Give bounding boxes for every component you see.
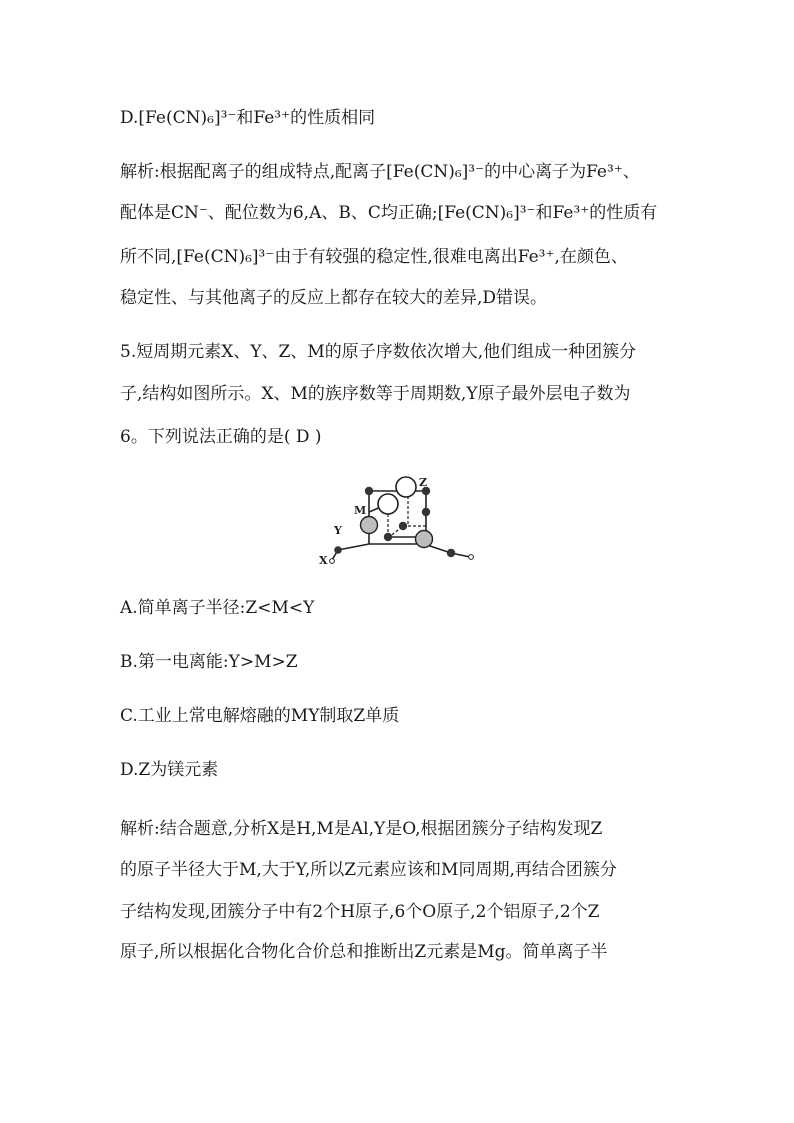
explanation-5-line-1: 解析:结合题意,分析X是H,M是Al,Y是O,根据团簇分子结构发现Z xyxy=(120,819,603,839)
option-d: D.Z为镁元素 xyxy=(120,760,219,780)
cluster-molecule-diagram xyxy=(318,472,476,566)
question-5-line-2: 子,结构如图所示。X、M的族序数等于周期数,Y原子最外层电子数为 xyxy=(120,384,631,404)
explanation-5-line-3: 子结构发现,团簇分子中有2个H原子,6个O原子,2个铝原子,2个Z xyxy=(120,902,600,922)
explanation-5-line-4: 原子,所以根据化合物化合价总和推断出Z元素是Mg。简单离子半 xyxy=(120,942,608,962)
label-x: X xyxy=(319,554,328,566)
option-b: B.第一电离能:Y>M>Z xyxy=(120,652,298,672)
label-y: Y xyxy=(334,524,342,537)
explanation-4-line-4: 稳定性、与其他离子的反应上都存在较大的差异,D错误。 xyxy=(120,288,548,308)
explanation-4-line-3: 所不同,[Fe(CN)₆]³⁻由于有较强的稳定性,很难电离出Fe³⁺,在颜色、 xyxy=(120,247,628,267)
question-5-line-3: 6。下列说法正确的是( D ) xyxy=(120,427,322,447)
option-c: C.工业上常电解熔融的MY制取Z单质 xyxy=(120,706,400,726)
explanation-4-line-1: 解析:根据配离子的组成特点,配离子[Fe(CN)₆]³⁻的中心离子为Fe³⁺、 xyxy=(120,162,640,182)
option-a: A.简单离子半径:Z<M<Y xyxy=(120,598,315,618)
label-z: Z xyxy=(419,476,428,489)
explanation-4-line-2: 配体是CN⁻、配位数为6,A、B、C均正确;[Fe(CN)₆]³⁻和Fe³⁺的性质有 xyxy=(120,203,658,223)
option-d-previous: D.[Fe(CN)₆]³⁻和Fe³⁺的性质相同 xyxy=(120,108,376,128)
label-m: M xyxy=(354,504,367,517)
question-5-line-1: 5.短周期元素X、Y、Z、M的原子序数依次增大,他们组成一种团簇分 xyxy=(120,342,637,362)
explanation-5-line-2: 的原子半径大于M,大于Y,所以Z元素应该和M同周期,再结合团簇分 xyxy=(120,860,617,880)
